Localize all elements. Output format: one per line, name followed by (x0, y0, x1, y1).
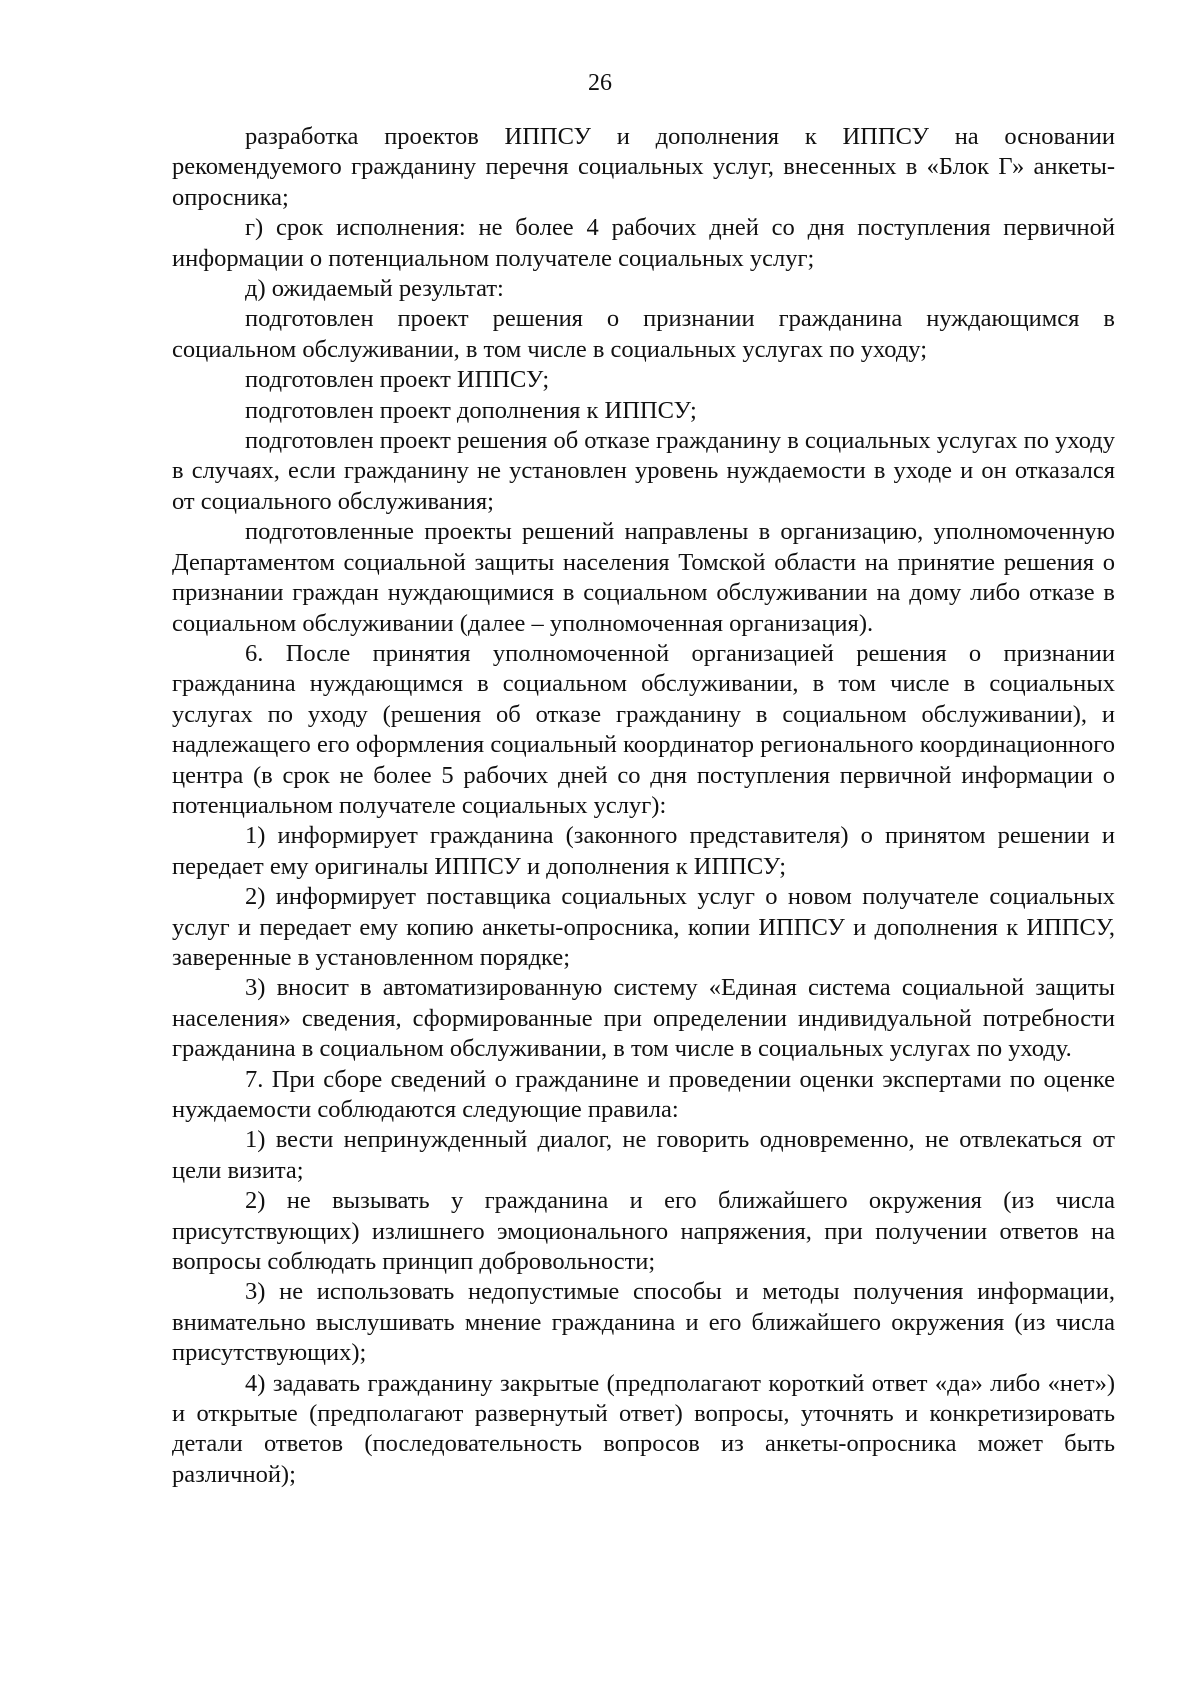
paragraph: подготовлен проект ИППСУ; (245, 366, 550, 394)
paragraph: 2) не вызывать у гражданина и его ближайшего окружения (из числа присутствующих) излишнего эмоционального напряжения, при получении ответов на вопросы соблюдать принцип добровольности; (172, 1187, 1115, 1276)
paragraph: 6. После принятия уполномоченной организацией решения о признании гражданина нуждающимся в социальном обслуживании, в том числе в социальных услугах по уходу (решения об отказе гражданину в социальном обслуживании), и надлежащего его оформления социальный координатор регионального координационного центра (в срок не более 5 рабочих дней со дня поступления первичной информации о потенциальном получателе социальных услуг): (172, 639, 1115, 819)
paragraph: 3) вносит в автоматизированную систему «Единая система социальной защиты населения» сведения, сформированные при определении индивидуальной потребности гражданина в социальном обслуживании, в том числе в социальных услугах по уходу. (172, 974, 1115, 1063)
paragraph: 3) не использовать недопустимые способы и методы получения информации, внимательно выслушивать мнение гражданина и его ближайшего окружения (из числа присутствующих); (172, 1278, 1115, 1367)
paragraph: подготовлен проект решения об отказе гражданину в социальных услугах по уходу в случаях, если гражданину не установлен уровень нуждаемости в уходе и он отказался от социального обслуживания; (172, 427, 1115, 515)
paragraph: 4) задавать гражданину закрытые (предполагают короткий ответ «да» либо «нет») и открытые (предполагают развернутый ответ) вопросы, уточнять и конкретизировать детали ответов (последовательность вопросов из анкеты-опросника может быть различной); (172, 1369, 1115, 1488)
paragraph: подготовлен проект решения о признании гражданина нуждающимся в социальном обслуживании, в том числе в социальных услугах по уходу; (172, 305, 1115, 363)
paragraph: г) срок исполнения: не более 4 рабочих дней со дня поступления первичной информации о потенциальном получателе социальных услуг; (172, 214, 1115, 272)
paragraph: 2) информирует поставщика социальных услуг о новом получателе социальных услуг и передает ему копию анкеты-опросника, копии ИППСУ и дополнения к ИППСУ, заверенные в установленном порядке; (172, 883, 1115, 971)
paragraph: 7. При сборе сведений о гражданине и проведении оценки экспертами по оценке нуждаемости соблюдаются следующие правила: (172, 1065, 1115, 1123)
paragraph: д) ожидаемый результат: (245, 275, 504, 303)
paragraph: 1) вести непринужденный диалог, не говорить одновременно, не отвлекаться от цели визита; (172, 1126, 1115, 1184)
paragraph: подготовленные проекты решений направлены в организацию, уполномоченную Департаментом социальной защиты населения Томской области на принятие решения о признании граждан нуждающимися в социальном обслуживании на дому либо отказе в социальном обслуживании (далее – уполномоченная организация). (172, 518, 1115, 637)
document-body (172, 122, 1115, 1490)
paragraph: разработка проектов ИППСУ и дополнения к ИППСУ на основании рекомендуемого гражданину перечня социальных услуг, внесенных в «Блок Г» анкеты-опросника; (172, 123, 1115, 211)
paragraph: 1) информирует гражданина (законного представителя) о принятом решении и передает ему оригиналы ИППСУ и дополнения к ИППСУ; (172, 822, 1115, 880)
page-number: 26 (588, 70, 612, 96)
paragraph: подготовлен проект дополнения к ИППСУ; (245, 396, 697, 424)
